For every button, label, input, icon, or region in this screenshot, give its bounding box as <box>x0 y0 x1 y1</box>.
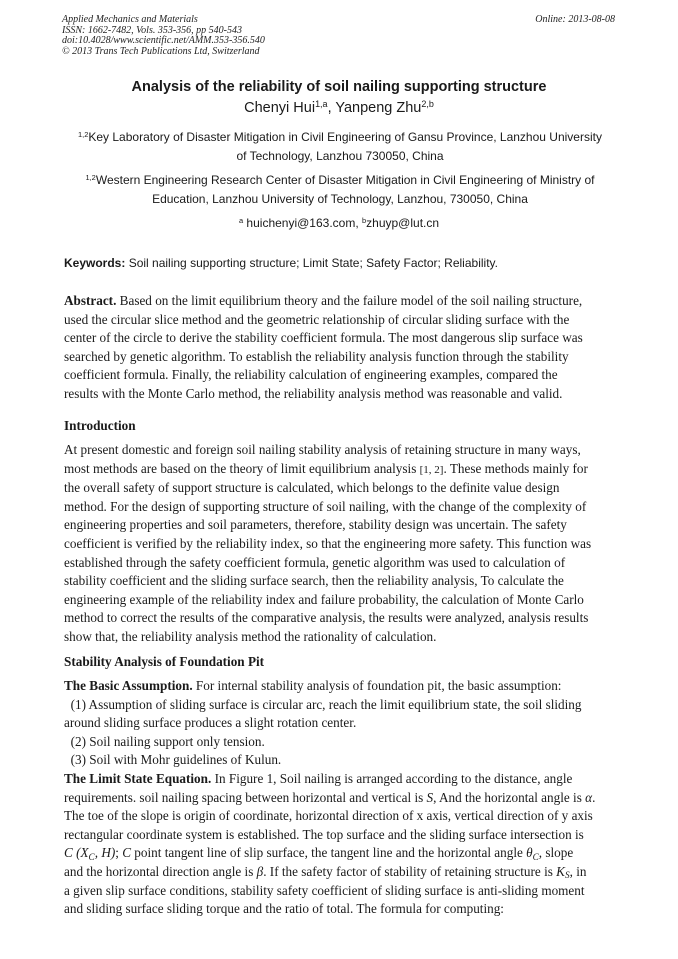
affiliation-2-line1: Western Engineering Research Center of Disaster Mitigation in Civil Engineering of Ministry of <box>95 173 595 187</box>
intro-line: . These methods mainly for <box>443 460 588 476</box>
author-2-sup: 2,b <box>421 99 434 110</box>
affiliation-1-sup: 1,2 <box>78 129 89 139</box>
limit-line: rectangular coordinate system is established. The top surface and the sliding surface intersection is <box>64 826 584 842</box>
author-1-sup: 1,a <box>315 99 328 110</box>
copyright: © 2013 Trans Tech Publications Ltd, Switzerland <box>62 45 260 57</box>
intro-line: method to correct the results of the comparative analysis, the results were analyzed, analysis results <box>64 610 589 626</box>
email-a-sup: a <box>238 215 244 225</box>
affiliation-2 <box>60 171 620 209</box>
limit-line: point tangent line of slip surface, the tangent line and the horizontal angle <box>131 845 527 861</box>
intro-line: the overall safety of support structure is calculated, which belongs to the definite value design <box>64 480 560 496</box>
limit-state-label: The Limit State Equation. <box>64 770 212 786</box>
author-2: Yanpeng Zhu <box>335 100 422 116</box>
intro-line: most methods are based on the theory of limit equilibrium analysis <box>64 460 420 476</box>
citation-ref[interactable]: [1, 2] <box>419 463 444 476</box>
author-sep: , <box>327 100 336 116</box>
symbol-c: C <box>122 845 131 861</box>
assumption-item-1: (1) Assumption of sliding surface is circular arc, reach the limit equilibrium state, the soil sliding <box>64 696 582 712</box>
paper-title: Analysis of the reliability of soil nailing supporting structure <box>131 79 547 95</box>
intro-line: engineering properties and soil parameters, therefore, stability design was uncertain. The safety <box>64 517 567 533</box>
abstract-line: searched by genetic algorithm. To establish the reliability analysis function through the stability <box>64 348 569 364</box>
keywords <box>64 256 616 270</box>
affiliation-1-line2: of Technology, Lanzhou 730050, China <box>236 149 444 163</box>
intro-line: engineering example of the reliability index and failure probability, the calculation of Monte Carlo <box>64 591 584 607</box>
symbol-theta-sub: C <box>532 851 539 862</box>
assumption-item-1-cont: around sliding surface produces a slight rotation center. <box>64 715 357 731</box>
symbol-alpha: α <box>585 789 593 805</box>
abstract-line: coefficient formula. Finally, the reliability calculation of engineering examples, compared the <box>64 367 558 383</box>
journal-header <box>62 15 615 57</box>
affiliation-2-sup: 1,2 <box>85 172 96 182</box>
assumption-item-3: (3) Soil with Mohr guidelines of Kulun. <box>64 752 282 768</box>
assumption-item-2: (2) Soil nailing support only tension. <box>64 733 265 749</box>
abstract <box>64 292 614 404</box>
intro-line: established through the safety coefficient formula, genetic algorithm was used to calculation of <box>64 554 566 570</box>
abstract-line: center of the circle to derive the stability coefficient formula. The most dangerous slip surface was <box>64 330 583 346</box>
abstract-line: used the circular slice method and the geometric relationship of circular sliding surface with the <box>64 311 570 327</box>
keywords-text: Soil nailing supporting structure; Limit State; Safety Factor; Reliability. <box>125 256 498 270</box>
authors <box>0 100 678 116</box>
stability-body <box>64 677 614 919</box>
limit-line: ; <box>115 845 123 861</box>
symbol-c: C (X <box>64 845 89 861</box>
symbol-theta: θ <box>526 845 533 861</box>
online-date: Online: 2013-08-08 <box>535 14 615 25</box>
limit-line: The toe of the slope is origin of coordinate, horizontal direction of x axis, vertical direction of y axis <box>64 808 593 824</box>
symbol-h: , H) <box>94 845 116 861</box>
limit-line: . <box>592 789 596 805</box>
affiliation-1-line1: Key Laboratory of Disaster Mitigation in Civil Engineering of Gansu Province, Lanzhou University <box>88 130 602 144</box>
email-b[interactable]: zhuyp@lut.cn <box>366 216 440 230</box>
assumption-label: The Basic Assumption. <box>64 678 193 693</box>
affiliation-2-line2: Education, Lanzhou University of Technology, Lanzhou, 730050, China <box>152 192 528 206</box>
emails <box>0 216 678 230</box>
stability-heading: Stability Analysis of Foundation Pit <box>64 654 265 669</box>
limit-line: . If the safety factor of stability of retaining structure is <box>263 863 557 879</box>
affiliation-1 <box>60 128 620 166</box>
keywords-label: Keywords: <box>64 256 126 270</box>
symbol-k-sub: S <box>564 870 570 881</box>
assumption-text: For internal stability analysis of foundation pit, the basic assumption: <box>192 678 562 693</box>
limit-line: , And the horizontal angle is <box>433 789 586 805</box>
abstract-line: Based on the limit equilibrium theory and the failure model of the soil nailing structure, <box>116 293 583 308</box>
issn: ISSN: 1662-7482, Vols. 353-356, pp 540-543 <box>62 24 242 36</box>
intro-line: show that, the reliability analysis method the rationality of calculation. <box>64 628 437 644</box>
symbol-s: S <box>426 789 434 805</box>
abstract-line: results with the Monte Carlo method, the reliability analysis method was reasonable and valid. <box>64 385 563 401</box>
intro-line: stability coefficient and the sliding surface search, then the reliability analysis, To calculate the <box>64 573 564 589</box>
intro-line: coefficient is verified by the reliability index, so that the engineering more safety. This function was <box>64 535 592 551</box>
limit-state-text: In Figure 1, Soil nailing is arranged according to the distance, angle <box>211 770 573 786</box>
symbol-k: K <box>556 863 565 879</box>
symbol-c-sub: C <box>88 851 95 862</box>
limit-line: , slope <box>538 845 574 861</box>
author-1: Chenyi Hui <box>244 100 316 116</box>
limit-line: , in <box>569 863 587 879</box>
intro-line: At present domestic and foreign soil nailing stability analysis of retaining structure in many ways, <box>64 442 581 457</box>
email-b-sup: b <box>362 215 367 225</box>
abstract-label: Abstract. <box>64 293 117 308</box>
journal-name: Applied Mechanics and Materials <box>62 14 198 25</box>
limit-line: and the horizontal direction angle is <box>64 863 257 879</box>
introduction-heading: Introduction <box>64 418 136 433</box>
limit-line: a given slip surface conditions, stability safety coefficient of sliding surface is anti-sliding moment <box>64 882 585 898</box>
intro-line: method. For the design of supporting structure of soil nailing, with the change of the complexity of <box>64 498 587 514</box>
symbol-beta: β <box>256 863 264 879</box>
limit-line: and sliding surface sliding torque and the ratio of total. The formula for computing: <box>64 901 504 917</box>
email-a[interactable]: huichenyi@163.com, <box>243 216 363 230</box>
doi: doi:10.4028/www.scientific.net/AMM.353-356.540 <box>62 35 265 46</box>
introduction-body <box>64 441 614 647</box>
limit-line: requirements. soil nailing spacing between horizontal and vertical is <box>64 789 427 805</box>
